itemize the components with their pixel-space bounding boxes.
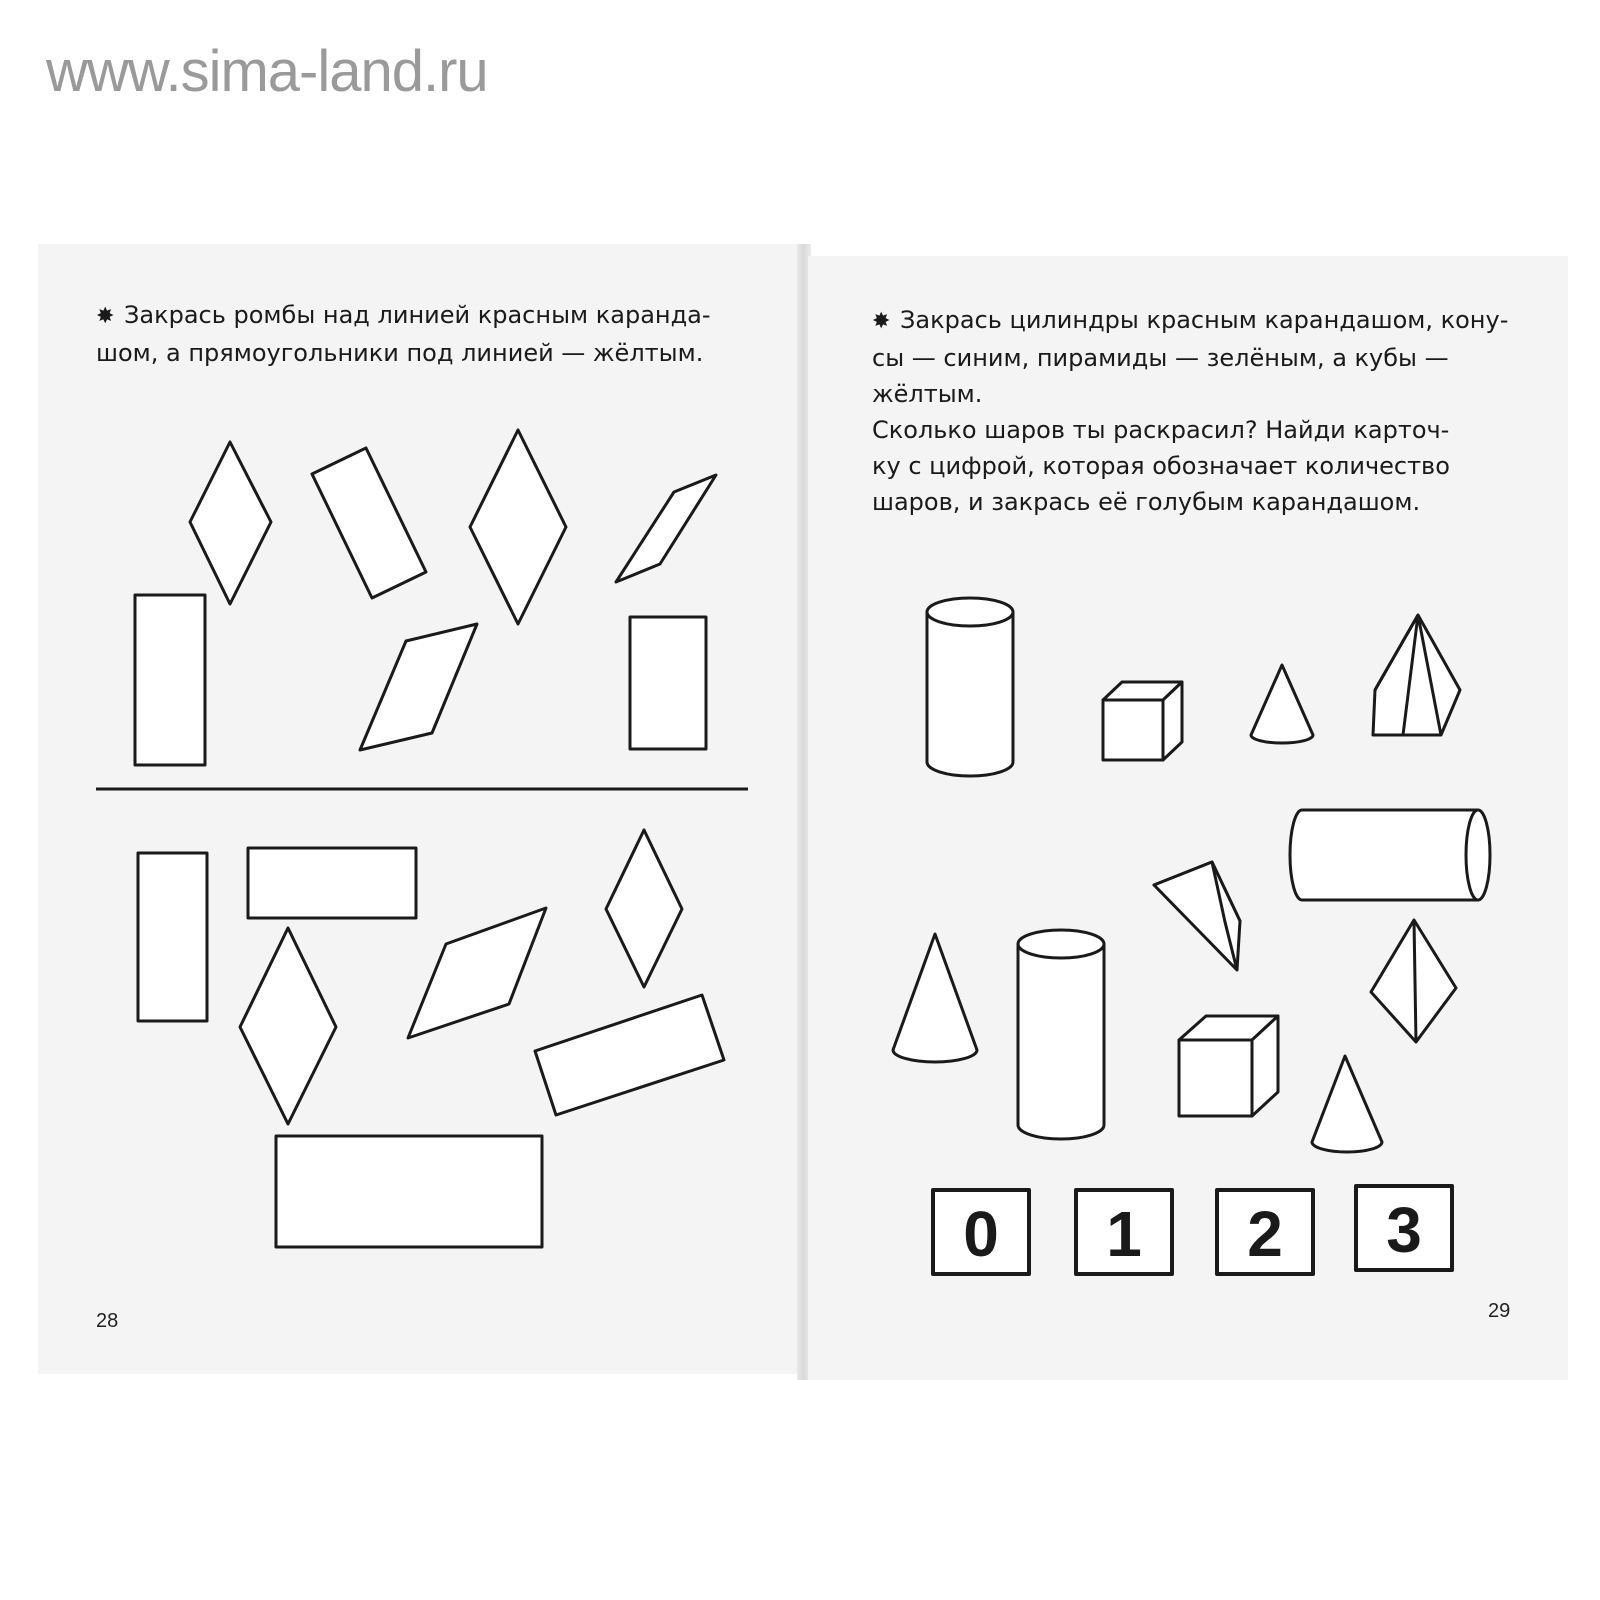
asterisk-bullet-icon: ✸	[872, 309, 891, 334]
rectangle-shape	[312, 448, 426, 598]
right-instruction-line-3: жёлтым.	[872, 380, 983, 408]
number-card-2-label: 2	[1247, 1198, 1283, 1270]
right-question-line-2: ку с цифрой, которая обозначает количество	[872, 452, 1450, 480]
rhombus-shape	[360, 624, 477, 750]
rectangle-shape	[535, 995, 724, 1115]
number-card-1-label: 1	[1106, 1198, 1142, 1270]
number-card-2[interactable]	[1217, 1190, 1313, 1274]
page-number-right: 29	[1488, 1300, 1511, 1322]
left-instruction-line-2: шом, а прямоугольники под линией — жёлтым.	[96, 339, 704, 367]
rectangle-shape	[135, 595, 205, 765]
pyramid-shape	[1371, 920, 1456, 1042]
cube-shape	[1179, 1016, 1278, 1116]
rectangle-shape	[630, 617, 706, 749]
cylinder-shape	[1018, 930, 1104, 1139]
pyramid-shape	[1373, 615, 1460, 735]
watermark: www.sima-land.ru	[46, 39, 488, 104]
cone-shape	[1251, 665, 1313, 743]
number-card-3-label: 3	[1386, 1194, 1422, 1266]
pyramid-shape	[1154, 862, 1240, 970]
number-card-3[interactable]	[1356, 1186, 1452, 1270]
cylinder-shape	[1290, 810, 1490, 900]
right-question-line-1: Сколько шаров ты раскрасил? Найди карточ-	[872, 416, 1450, 444]
page-number-left: 28	[96, 1310, 119, 1332]
rhombus-shape	[190, 442, 271, 604]
rectangle-shape	[248, 848, 416, 918]
right-instruction-line-2: сы — синим, пирамиды — зелёным, а кубы —	[872, 344, 1449, 372]
cube-shape	[1103, 682, 1182, 760]
right-instruction-line-1: Закрась цилиндры красным карандашом, кону-	[900, 306, 1509, 334]
rhombus-shape	[240, 928, 336, 1124]
cone-shape	[893, 934, 977, 1062]
cone-shape	[1312, 1056, 1382, 1152]
asterisk-bullet-icon: ✸	[96, 304, 115, 329]
rhombus-shape	[616, 475, 716, 582]
rhombus-shape	[606, 830, 682, 987]
right-question-line-3: шаров, и закрась её голубым карандашом.	[872, 488, 1421, 516]
left-instruction-line-1: Закрась ромбы над линией красным каранда-	[124, 301, 711, 329]
rectangle-shape	[276, 1136, 542, 1247]
number-card-0-label: 0	[963, 1198, 999, 1270]
number-card-1[interactable]	[1076, 1190, 1172, 1274]
cylinder-shape	[927, 598, 1013, 776]
rectangle-shape	[138, 853, 207, 1021]
number-card-0[interactable]	[933, 1190, 1029, 1274]
rhombus-shape	[408, 908, 546, 1038]
rhombus-shape	[470, 430, 566, 624]
